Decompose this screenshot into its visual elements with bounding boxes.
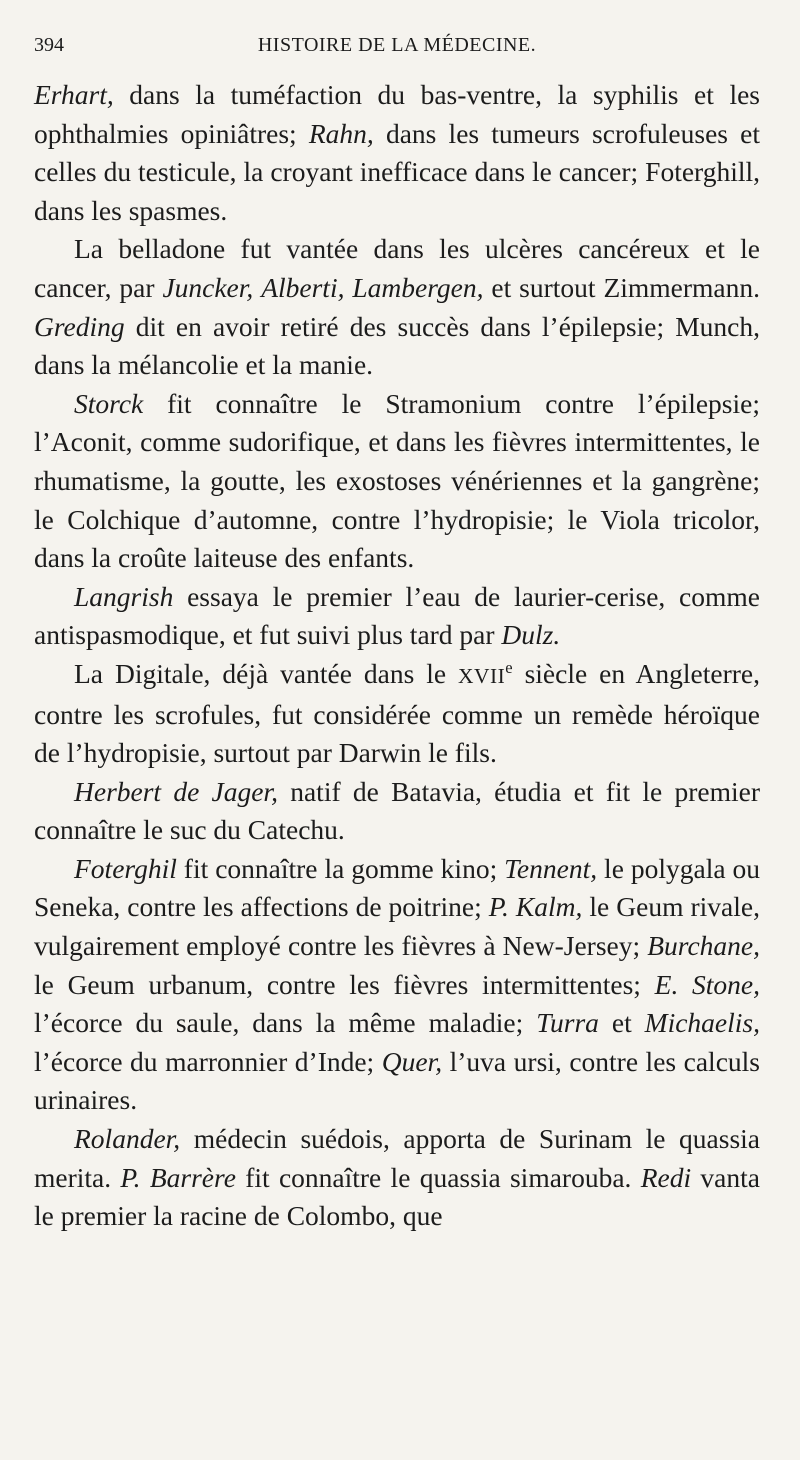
page-header bbox=[34, 28, 760, 62]
text-run: dans la tuméfaction du bas-ventre, la syphilis et les ophthalmies opiniâtres; bbox=[34, 79, 760, 149]
text-run: fit connaître le quassia simarouba. bbox=[235, 1161, 641, 1193]
italic-name: Burchane, bbox=[647, 930, 760, 962]
paragraph-1 bbox=[34, 76, 760, 230]
paragraph-7 bbox=[34, 850, 760, 1120]
italic-name: Rolander, bbox=[74, 1123, 181, 1155]
text-run: l’écorce du marronnier d’Inde; bbox=[34, 1045, 382, 1077]
italic-name: Foterghil bbox=[74, 852, 177, 884]
text-run: et bbox=[598, 1007, 645, 1039]
italic-name: Herbert de Jager, bbox=[74, 775, 278, 807]
italic-name: Storck bbox=[74, 387, 144, 419]
text-run: essaya le premier l’eau de laurier-cerise, comme antispasmodique, et fut suivi plus tard par bbox=[34, 580, 760, 651]
text-run: e bbox=[505, 657, 513, 677]
text-run: le polygala ou Seneka, contre les affections de poitrine; bbox=[34, 852, 760, 923]
text-run: médecin suédois, apporta de Surinam le quassia merita. bbox=[34, 1123, 760, 1193]
italic-name: Lambergen, bbox=[352, 271, 484, 303]
text-run: fit connaître la gomme kino; bbox=[176, 852, 505, 884]
text-run: XVII bbox=[458, 663, 506, 688]
italic-name: Rahn, bbox=[308, 117, 374, 149]
text-run: vanta le premier la racine de Colombo, que bbox=[34, 1161, 760, 1232]
text-run: fit connaître le Stramonium contre l’épilepsie; l’Aconit, comme sudorifique, et dans les fièvres intermittentes, le rhumatisme, la goutte, les exostoses vénériennes et la gangrène; le Colchique d’automne, contre l’hydropisie; le Viola tricolor, dans la croûte laiteuse des enfants. bbox=[34, 387, 760, 574]
text-run: l’uva ursi, contre les calculs urinaires. bbox=[34, 1045, 760, 1116]
paragraph-4 bbox=[34, 578, 760, 655]
text-run: le Geum rivale, vulgairement employé contre les fièvres à New-Jersey; bbox=[34, 891, 760, 962]
text-run: La belladone fut vantée dans les ulcères cancéreux et le cancer, par bbox=[34, 233, 760, 303]
italic-name: Juncker, bbox=[162, 271, 254, 303]
italic-name: P. Barrère bbox=[120, 1161, 236, 1193]
italic-name: P. Kalm, bbox=[488, 891, 583, 923]
text-run: siècle en Angleterre, contre les scrofules, fut considérée comme un remède héroïque de l’hydropisie, surtout par Darwin le fils. bbox=[34, 657, 760, 769]
text-run: et surtout Zimmermann. bbox=[483, 271, 761, 303]
italic-name: Turra bbox=[536, 1007, 599, 1039]
italic-name: Dulz. bbox=[501, 619, 561, 651]
italic-name: Alberti, bbox=[261, 271, 345, 303]
paragraph-6 bbox=[34, 773, 760, 850]
page-number: 394 bbox=[34, 34, 64, 56]
paragraph-5 bbox=[34, 655, 760, 773]
paragraph-2 bbox=[34, 230, 760, 384]
italic-name: Erhart, bbox=[34, 79, 114, 110]
italic-name: Tennent, bbox=[504, 852, 598, 884]
text-run: le Geum urbanum, contre les fièvres intermittentes; bbox=[34, 968, 655, 1000]
italic-name: Michaelis, bbox=[644, 1007, 760, 1039]
text-run: l’écorce du saule, dans la même maladie; bbox=[34, 1007, 537, 1039]
text-run: dans les tumeurs scrofuleuses et celles du testicule, la croyant inefficace dans le cancer; Foterghill, dans les spasmes. bbox=[34, 117, 760, 226]
text-run: natif de Batavia, étudia et fit le premier connaître le suc du Catechu. bbox=[34, 775, 761, 846]
italic-name: Quer, bbox=[381, 1045, 443, 1077]
italic-name: Greding bbox=[34, 310, 125, 342]
paragraph-3 bbox=[34, 385, 760, 578]
body-text bbox=[34, 76, 760, 1236]
text-run: La Digitale, déjà vantée dans le bbox=[74, 657, 459, 689]
italic-name: E. Stone, bbox=[654, 968, 761, 1000]
text-run: dit en avoir retiré des succès dans l’épilepsie; Munch, dans la mélancolie et la manie. bbox=[34, 310, 760, 381]
running-title: HISTOIRE DE LA MÉDECINE. bbox=[257, 34, 537, 56]
italic-name: Langrish bbox=[74, 580, 174, 612]
italic-name: Redi bbox=[640, 1161, 692, 1193]
paragraph-8 bbox=[34, 1120, 760, 1236]
